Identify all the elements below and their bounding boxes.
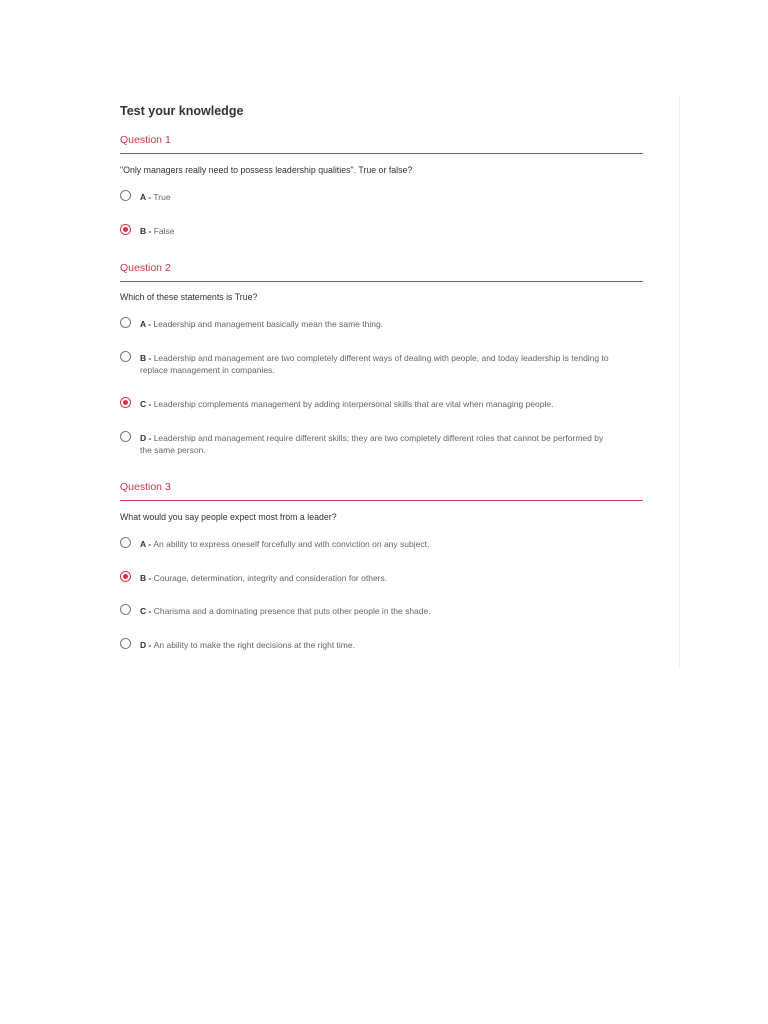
q2-option-d[interactable] — [120, 432, 640, 456]
q3-option-d-text: An ability to make the right decisions at the right time. — [153, 640, 355, 650]
q3-option-c-text: Charisma and a dominating presence that puts other people in the shade. — [153, 606, 431, 616]
q3-option-b[interactable] — [120, 572, 640, 584]
q2-option-c-radio[interactable] — [120, 397, 131, 408]
q3-option-a-letter: A - — [140, 539, 154, 549]
q1-option-b-text: False — [153, 226, 175, 236]
q3-option-a-radio[interactable] — [120, 537, 131, 548]
q1-option-a[interactable] — [120, 191, 640, 203]
q2-option-c-letter: C - — [140, 399, 154, 409]
page-title: Test your knowledge — [120, 104, 244, 118]
q3-option-c-letter: C - — [140, 606, 154, 616]
q2-option-b-letter: B - — [140, 353, 154, 363]
q1-option-b-letter: B - — [140, 226, 154, 236]
q1-option-a-text: True — [153, 192, 171, 202]
question-1-text: "Only managers really need to possess leadership qualities". True or false? — [120, 165, 413, 175]
q3-option-b-radio[interactable] — [120, 571, 131, 582]
question-1-header: Question 1 — [120, 134, 643, 154]
q2-option-a-text: Leadership and management basically mean the same thing. — [153, 319, 384, 329]
q3-option-c[interactable] — [120, 605, 640, 617]
q2-option-d-text: Leadership and management require different skills; they are two completely different roles that cannot be performed by the same person. — [140, 433, 604, 455]
q1-option-a-radio[interactable] — [120, 190, 131, 201]
q2-option-c[interactable] — [120, 398, 640, 410]
q2-option-d-radio[interactable] — [120, 431, 131, 442]
q2-option-a[interactable] — [120, 318, 640, 330]
q1-option-b[interactable] — [120, 225, 640, 237]
q1-option-a-letter: A - — [140, 192, 154, 202]
q1-option-b-radio[interactable] — [120, 224, 131, 235]
q2-option-a-letter: A - — [140, 319, 154, 329]
question-2-text: Which of these statements is True? — [120, 292, 258, 302]
question-3-text: What would you say people expect most from a leader? — [120, 512, 337, 522]
q3-option-d[interactable] — [120, 639, 640, 651]
q2-option-d-letter: D - — [140, 433, 154, 443]
q3-option-b-letter: B - — [140, 573, 154, 583]
question-2-header: Question 2 — [120, 262, 643, 282]
q2-option-b-text: Leadership and management are two completely different ways of dealing with people, and today leadership is tending to replace management in companies. — [140, 353, 609, 375]
q2-option-c-text: Leadership complements management by adding interpersonal skills that are vital when managing people. — [153, 399, 554, 409]
q3-option-b-text: Courage, determination, integrity and consideration for others. — [153, 573, 388, 583]
q3-option-a[interactable] — [120, 538, 640, 550]
q3-option-d-letter: D - — [140, 640, 154, 650]
q2-option-b[interactable] — [120, 352, 640, 376]
question-3-header: Question 3 — [120, 481, 643, 501]
q3-option-a-text: An ability to express oneself forcefully and with conviction on any subject. — [153, 539, 430, 549]
q2-option-a-radio[interactable] — [120, 317, 131, 328]
q2-option-b-radio[interactable] — [120, 351, 131, 362]
q3-option-d-radio[interactable] — [120, 638, 131, 649]
q3-option-c-radio[interactable] — [120, 604, 131, 615]
